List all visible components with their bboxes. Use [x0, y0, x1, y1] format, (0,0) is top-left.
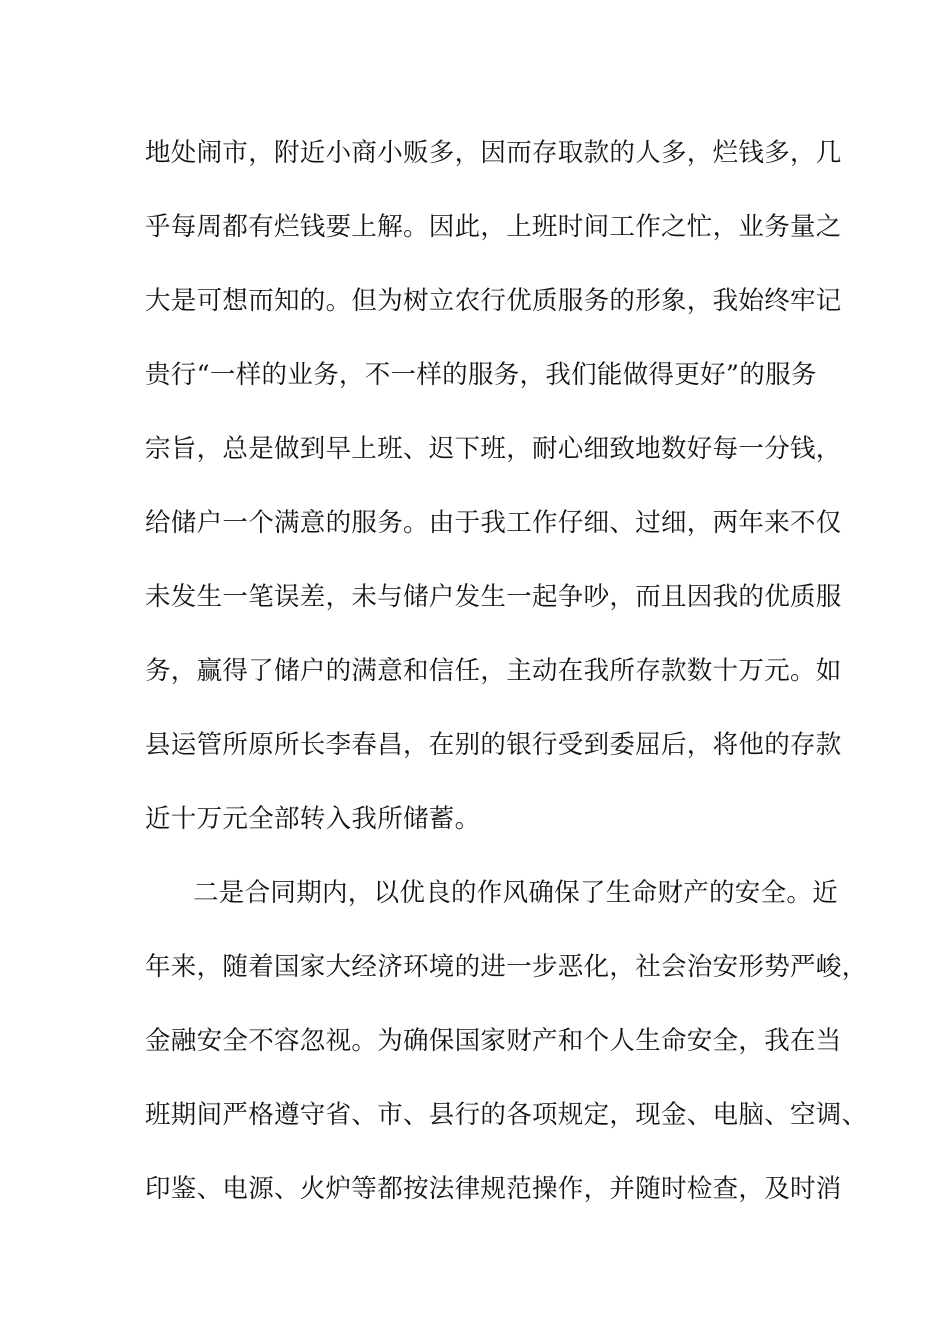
text-line: 县运管所原所长李春昌，在别的银行受到委屈后，将他的存款: [145, 730, 842, 760]
text-line: 贵行“一样的业务，不一样的服务，我们能做得更好”的服务: [145, 360, 817, 390]
text-line: 未发生一笔误差，未与储户发生一起争吵，而且因我的优质服: [145, 582, 842, 612]
paragraph-2: [145, 867, 868, 1237]
text-line: 金融安全不容忽视。为确保国家财产和个人生命安全，我在当: [145, 1026, 842, 1056]
paragraph-1: [145, 127, 842, 867]
text-line: 印鉴、电源、火炉等都按法律规范操作，并随时检查，及时消: [145, 1174, 842, 1204]
text-line: 给储户一个满意的服务。由于我工作仔细、过细，两年来不仅: [145, 508, 842, 538]
text-line: 近十万元全部转入我所储蓄。: [145, 804, 481, 834]
text-line: 宗旨，总是做到早上班、迟下班，耐心细致地数好每一分钱，: [145, 434, 842, 464]
text-line: 班期间严格遵守省、市、县行的各项规定，现金、电脑、空调、: [145, 1100, 868, 1130]
document-body: [145, 127, 868, 1237]
text-line: 乎每周都有烂钱要上解。因此，上班时间工作之忙，业务量之: [145, 212, 842, 242]
text-line-indented: 二是合同期内，以优良的作风确保了生命财产的安全。近: [193, 878, 839, 908]
text-line: 务，赢得了储户的满意和信任，主动在我所存款数十万元。如: [145, 656, 842, 686]
text-line: 大是可想而知的。但为树立农行优质服务的形象，我始终牢记: [145, 286, 842, 316]
text-line: 年来，随着国家大经济环境的进一步恶化，社会治安形势严峻，: [145, 952, 868, 982]
text-line: 地处闹市，附近小商小贩多，因而存取款的人多，烂钱多，几: [145, 138, 842, 168]
